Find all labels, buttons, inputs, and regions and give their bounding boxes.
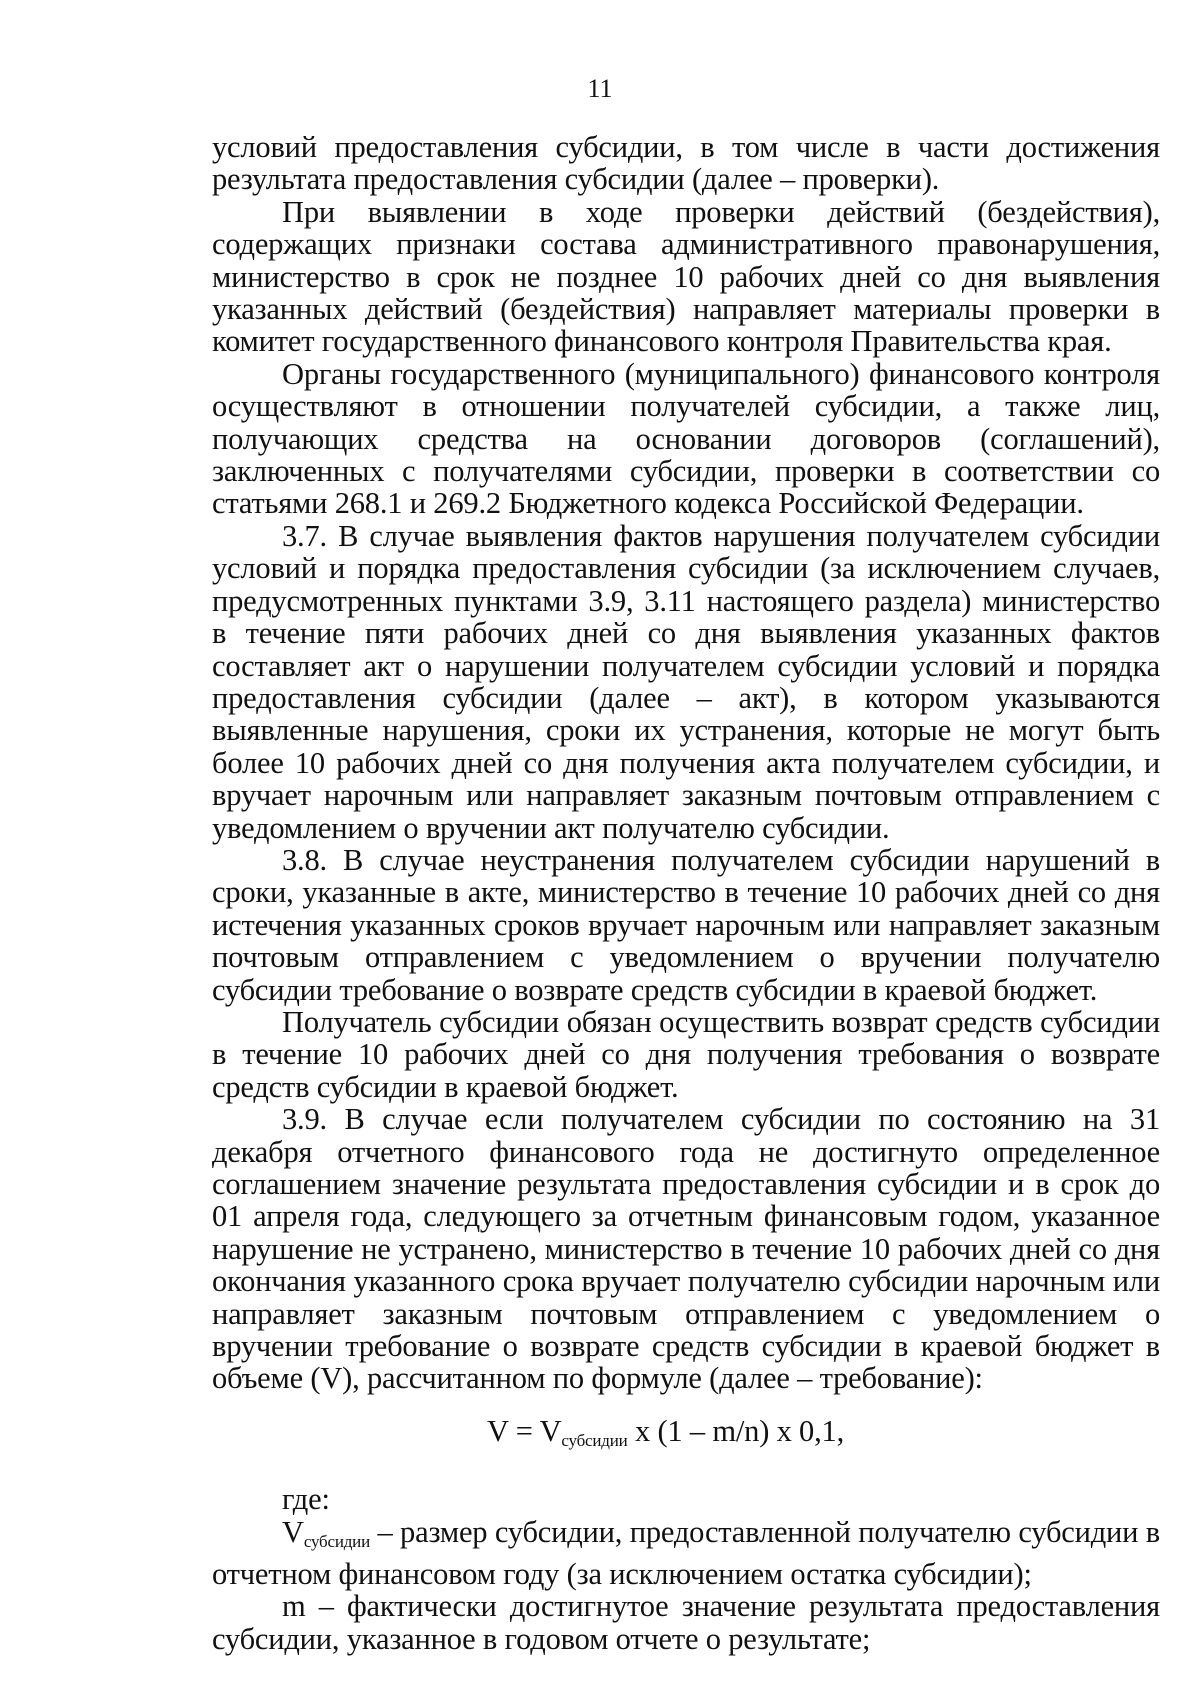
- paragraph-verification-continued: условий предоставления субсидии, в том числе в части достижения результата предоставления субсидии (далее – проверки).: [212, 130, 1160, 197]
- formula-rhs: x (1 – m/n) x 0,1,: [627, 1413, 845, 1448]
- paragraph-3-9: 3.9. В случае если получателем субсидии по состоянию на 31 декабря отчетного финансового года не достигнуто определенное соглашением значение результата предоставления субсидии и в срок до 01 апреля года, следующего за отчетным финансовым годом, указанное нарушение не устранено, министерство в течение 10 рабочих дней со дня окончания указанного срока вручает получателю субсидии нарочным или направляет заказным почтовым отправлением с уведомлением о вручении требование о возврате средств субсидии в краевой бюджет в объеме (V), рассчитанном по формуле (далее – требование):: [212, 1102, 1160, 1396]
- definition-text: – фактически достигнутое значение результата предоставления субсидии, указанное в годовом отчете о результате;: [212, 1589, 1160, 1656]
- paragraph-violation-detection: При выявлении в ходе проверки действий (бездействия), содержащих признаки состава административного правонарушения, министерство в срок не позднее 10 рабочих дней со дня выявления указанных действий (бездействия) направляет материалы проверки в комитет государственного финансового контроля Правительства края.: [212, 194, 1160, 359]
- definition-symbol: V: [282, 1514, 304, 1549]
- paragraph-3-8: 3.8. В случае неустранения получателем субсидии нарушений в сроки, указанные в акте, министерство в течение 10 рабочих дней со дня истечения указанных сроков вручает нарочным или направляет заказным почтовым отправлением с уведомлением о вручении получателю субсидии требование о возврате средств субсидии в краевой бюджет.: [212, 842, 1160, 1007]
- refund-formula: [212, 1415, 1160, 1457]
- definition-symbol: m: [282, 1589, 306, 1624]
- definition-v-subsidy: [212, 1516, 1160, 1591]
- definition-text: – размер субсидии, предоставленной получателю субсидии в отчетном финансовом году (за исключением остатка субсидии);: [212, 1514, 1160, 1592]
- document-body: [212, 131, 1160, 1655]
- formula-subscript: субсидии: [561, 1430, 628, 1450]
- formula-lhs: V = V: [487, 1413, 562, 1448]
- definition-m: [212, 1590, 1160, 1655]
- where-label: где:: [282, 1482, 330, 1517]
- paragraph-refund-obligation: Получатель субсидии обязан осуществить возврат средств субсидии в течение 10 рабочих дней со дня получения требования о возврате средств субсидии в краевой бюджет.: [212, 1004, 1160, 1104]
- definition-subscript: субсидии: [303, 1531, 370, 1551]
- paragraph-financial-control: Органы государственного (муниципального) финансового контроля осуществляют в отношении получателей субсидии, а также лиц, получающих средства на основании договоров (соглашений), заключенных с получателями субсидии, проверки в соответствии со статьями 268.1 и 269.2 Бюджетного кодекса Российской Федерации.: [212, 356, 1160, 521]
- paragraph-3-7: 3.7. В случае выявления фактов нарушения получателем субсидии условий и порядка предоставления субсидии (за исключением случаев, предусмотренных пунктами 3.9, 3.11 настоящего раздела) министерство в течение пяти рабочих дней со дня выявления указанных фактов составляет акт о нарушении получателем субсидии условий и порядка предоставления субсидии (далее – акт), в котором указываются выявленные нарушения, сроки их устранения, которые не могут быть более 10 рабочих дней со дня получения акта получателем субсидии, и вручает нарочным или направляет заказным почтовым отправлением с уведомлением о вручении акт получателю субсидии.: [212, 518, 1160, 845]
- page-number: 11: [587, 74, 613, 103]
